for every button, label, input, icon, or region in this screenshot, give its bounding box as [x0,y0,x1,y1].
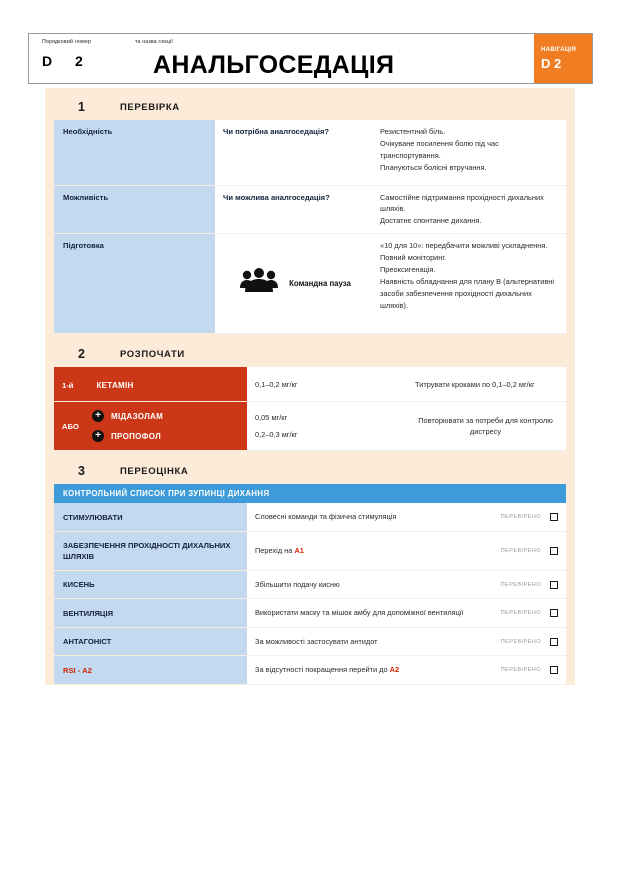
checked-label: ПЕРЕВІРЕНО [500,547,541,554]
section-3-number: 3 [78,464,85,479]
answer-line: Повний моніторинг. [380,253,447,263]
desc-text: Словесні команди та фізична стимуляція [255,512,397,522]
checklist-desc-stimulate [247,503,477,531]
section-3-title: ПЕРЕОЦІНКА [120,465,189,477]
desc-text: За можливості застосувати антидот [255,636,378,646]
drug-option-midazolam [92,406,247,426]
section-2-number: 2 [78,347,85,362]
drug-name-midazolam: МІДАЗОЛАМ [111,411,164,421]
checklist-check-oxygen [477,570,566,598]
drug-note-alternatives: Повторювати за потреби для контролю дистресу [409,402,566,451]
section-2-header [54,344,566,364]
row-answers-preparation [374,234,566,334]
checkbox-antagonist[interactable] [550,638,558,646]
table-row [54,531,566,570]
checked-label: ПЕРЕВІРЕНО [500,514,541,521]
row-label-feasibility: Можливість [54,185,215,234]
desc-reference-a2[interactable]: A2 [389,665,400,675]
plus-icon: + [92,410,104,422]
checked-label: ПЕРЕВІРЕНО [500,610,541,617]
section-3-checklist-table [54,503,566,684]
desc-text: Використати маску та мішок амбу для допоміжної вентиляції [255,608,464,618]
desc-text: За відсутності покращення перейти до [255,665,390,675]
section-1-number: 1 [78,100,85,114]
drug-option-propofol [92,426,247,446]
header-section-letter: D [42,53,53,69]
table-row [54,599,566,627]
drug-note-ketamine: Титрувати кроками по 0,1–0,2 мг/кг [409,367,566,402]
checklist-check-rsi [477,656,566,684]
checklist-desc-antagonist [247,627,477,655]
section-2-table [54,367,566,451]
header-card [28,33,593,84]
checklist-label-rsi: RSI - A2 [54,656,247,684]
drug-or-tag: АБО [62,421,79,431]
answer-line: Преоксигенація. [380,265,436,275]
page-title: АНАЛЬГОСЕДАЦІЯ [153,51,395,79]
answer-line: Наявність обладнання для плану В (альтернативні засоби забезпечення прохідності дихальних шляхів). [380,277,555,311]
drug-dose-ketamine: 0,1–0,2 мг/кг [247,367,409,402]
table-row [54,570,566,598]
drug-row-first [54,367,247,402]
answer-line: «10 для 10»: передбачити можливі ускладнення. [380,241,548,251]
drug-name-ketamine: КЕТАМІН [96,381,134,391]
drug-order-tag: 1-й [62,381,74,391]
drug-name-propofol: ПРОПОФОЛ [111,431,162,441]
table-row [54,120,566,185]
checklist-desc-airway [247,531,477,570]
desc-text: Збільшити подачу кисню [255,579,340,589]
checkbox-ventilation[interactable] [550,609,558,617]
checklist-check-airway [477,531,566,570]
table-row [54,185,566,234]
header-section-mini-label: та назва секції [135,39,174,45]
table-row [54,503,566,531]
checklist-banner: КОНТРОЛЬНИЙ СПИСОК ПРИ ЗУПИНЦІ ДИХАННЯ [54,484,566,503]
checklist-label-oxygen: КИСЕНЬ [54,570,247,598]
checklist-check-stimulate [477,503,566,531]
answer-line: Достатнє спонтанне дихання. [380,216,482,226]
desc-reference-a1[interactable]: A1 [294,546,304,556]
checklist-check-ventilation [477,599,566,627]
team-pause-cell [215,234,374,334]
table-row [54,367,566,402]
checklist-label-ventilation: ВЕНТИЛЯЦІЯ [54,599,247,627]
row-answers-necessity [374,120,566,185]
table-row [54,656,566,684]
dose-midazolam: 0,05 мг/кг [255,413,288,423]
navigation-badge-code: D 2 [541,55,562,71]
checklist-desc-ventilation [247,599,477,627]
checkbox-oxygen[interactable] [550,581,558,589]
checklist-label-antagonist: АНТАГОНІСТ [54,627,247,655]
drug-row-alternatives [54,402,247,451]
header-section-number: 2 [75,53,83,69]
checklist-desc-rsi [247,656,477,684]
header-number-mini-label: номер [75,39,92,45]
checkbox-rsi[interactable] [550,666,558,674]
checked-label: ПЕРЕВІРЕНО [500,581,541,588]
row-answers-feasibility [374,185,566,234]
table-row [54,627,566,655]
navigation-badge-label: НАВІГАЦІЯ [541,46,577,53]
row-label-necessity: Необхідність [54,120,215,185]
content-panel [45,88,575,685]
section-1-title: ПЕРЕВІРКА [120,101,180,113]
checklist-label-stimulate: СТИМУЛЮВАТИ [54,503,247,531]
answer-line: Плануються болісні втручання. [380,162,487,172]
checklist-label-airway: ЗАБЕЗПЕЧЕННЯ ПРОХІДНОСТІ ДИХАЛЬНИХ ШЛЯХІВ [54,531,247,570]
header-order-mini-label: Порядковий [42,39,74,45]
team-group-icon [238,268,280,299]
header-order-column [29,34,75,83]
section-3-header [54,461,566,481]
row-question-necessity: Чи потрібна аналгоседація? [215,120,374,185]
checked-label: ПЕРЕВІРЕНО [500,667,541,674]
header-number-column [75,34,135,83]
dose-propofol: 0,2–0,3 мг/кг [255,430,298,440]
section-1-header [54,97,566,117]
row-question-feasibility: Чи можлива аналгоседація? [215,185,374,234]
answer-line: Очікуване посилення болю під час транспортування. [380,138,499,160]
plus-icon: + [92,430,104,442]
row-label-preparation: Підготовка [54,234,215,334]
answer-line: Резистентний біль. [380,127,446,136]
section-2-title: РОЗПОЧАТИ [120,348,185,360]
checklist-desc-oxygen [247,570,477,598]
checklist-check-antagonist [477,627,566,655]
section-1-table [54,120,566,334]
drug-dose-alternatives [247,402,409,451]
answer-line: Самостійне підтримання прохідності дихальних шляхів. [380,192,544,214]
table-row [54,234,566,334]
checkbox-airway[interactable] [550,547,558,555]
team-pause-label: Командна пауза [289,279,351,289]
desc-text: Перехід на [255,546,295,556]
checked-label: ПЕРЕВІРЕНО [500,638,541,645]
checkbox-stimulate[interactable] [550,513,558,521]
navigation-badge[interactable] [534,34,592,83]
table-row [54,402,566,451]
header-title-column [135,34,592,83]
